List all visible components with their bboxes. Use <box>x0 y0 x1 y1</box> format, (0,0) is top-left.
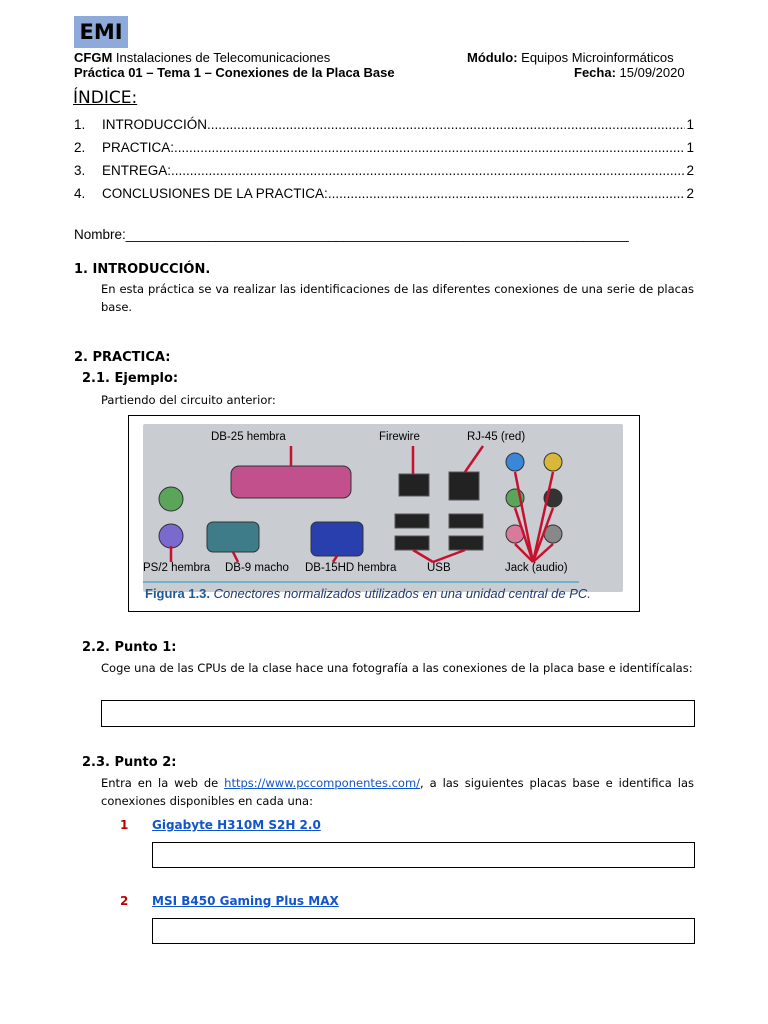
emi-logo: EMI <box>74 16 128 48</box>
toc-label: INTRODUCCIÓN <box>102 117 207 132</box>
ps2-mouse-port <box>159 487 183 511</box>
toc-page: 2 <box>686 163 694 178</box>
toc-label: CONCLUSIONES DE LA PRACTICA: <box>102 186 328 201</box>
board-1-answer-box[interactable] <box>152 842 695 868</box>
fecha-label: Fecha: <box>574 65 616 80</box>
toc-page: 2 <box>686 186 694 201</box>
audio-jack <box>544 453 562 471</box>
toc-entry[interactable] <box>74 186 694 201</box>
section-1-body: En esta práctica se va realizar las identificaciones de las diferentes conexiones de una serie de placas base. <box>101 282 694 314</box>
db9-port <box>207 522 259 552</box>
fecha-text: 15/09/2020 <box>615 65 685 80</box>
toc-dots <box>171 163 685 178</box>
toc-entry[interactable] <box>74 117 694 132</box>
board-1-number: 1 <box>120 818 129 832</box>
toc-number: 1. <box>74 117 86 132</box>
index-title: ÍNDICE: <box>73 88 138 108</box>
modulo-label: Módulo: <box>467 50 518 65</box>
firewire-port <box>399 474 429 496</box>
punto-1-answer-box[interactable] <box>101 700 695 727</box>
section-2-3-body <box>101 774 694 810</box>
label-db9: DB-9 macho <box>225 562 289 574</box>
header-practica: Práctica 01 – Tema 1 – Conexiones de la Placa Base <box>74 65 395 80</box>
toc-page: 1 <box>686 117 694 132</box>
toc-number: 2. <box>74 140 86 155</box>
usb-port <box>449 514 483 528</box>
label-rj45: RJ-45 (red) <box>467 431 526 443</box>
section-2-3-text-post: , a las siguientes placas base e identifica las conexiones disponibles en cada una: <box>101 776 694 808</box>
label-jack: Jack (audio) <box>505 562 568 574</box>
toc-number: 3. <box>74 163 86 178</box>
section-2-2-title: 2.2. Punto 1: <box>82 640 177 655</box>
back-panel-image <box>143 424 623 592</box>
caption-text: Conectores normalizados utilizados en una unidad central de PC. <box>210 586 591 601</box>
header-modulo <box>467 50 674 66</box>
label-ps2: PS/2 hembra <box>143 562 211 574</box>
usb-port <box>395 536 429 550</box>
cfgm-label: CFGM <box>74 50 113 65</box>
toc-dots <box>207 117 685 132</box>
board-1-link[interactable]: Gigabyte H310M S2H 2.0 <box>152 818 321 832</box>
toc-label: ENTREGA: <box>102 163 172 178</box>
section-2-3-text-pre: Entra en la web de <box>101 776 225 790</box>
header-course <box>74 50 330 66</box>
board-2-link[interactable]: MSI B450 Gaming Plus MAX <box>152 894 339 908</box>
modulo-text: Equipos Microinformáticos <box>517 50 674 65</box>
nombre-field: Nombre:___________________________________________________________________ <box>74 227 629 242</box>
usb-port <box>449 536 483 550</box>
label-db15: DB-15HD hembra <box>305 562 397 574</box>
toc-page: 1 <box>686 140 694 155</box>
pccomponentes-link[interactable]: https://www.pccomponentes.com/ <box>224 776 421 790</box>
header-fecha <box>574 65 685 81</box>
section-2-1-title: 2.1. Ejemplo: <box>82 371 179 386</box>
section-2-3-title: 2.3. Punto 2: <box>82 755 177 770</box>
label-db25: DB-25 hembra <box>211 431 286 443</box>
toc-entry[interactable] <box>74 163 694 178</box>
ps2-keyboard-port <box>159 524 183 548</box>
audio-jack <box>506 453 524 471</box>
label-usb: USB <box>427 562 451 574</box>
toc-entry[interactable] <box>74 140 694 155</box>
board-2-number: 2 <box>120 894 129 908</box>
section-2-1-body: Partiendo del circuito anterior: <box>101 393 276 407</box>
section-2-2-body: Coge una de las CPUs de la clase hace una fotografía a las conexiones de la placa base e identifícalas: <box>101 661 693 675</box>
db15-port <box>311 522 363 556</box>
rj45-port <box>449 472 479 500</box>
figure-caption <box>145 586 591 601</box>
db25-port <box>231 466 351 498</box>
section-1-title: 1. INTRODUCCIÓN. <box>74 262 211 277</box>
caption-number: Figura 1.3. <box>145 586 211 601</box>
toc-dots <box>174 140 685 155</box>
connectors-figure <box>128 415 640 612</box>
toc-number: 4. <box>74 186 86 201</box>
label-firewire: Firewire <box>379 431 420 443</box>
board-2-answer-box[interactable] <box>152 918 695 944</box>
section-2-title: 2. PRACTICA: <box>74 350 171 365</box>
toc-dots <box>328 186 686 201</box>
usb-port <box>395 514 429 528</box>
cfgm-text: Instalaciones de Telecomunicaciones <box>112 50 331 65</box>
caption-rule <box>143 581 579 583</box>
toc-label: PRACTICA: <box>102 140 175 155</box>
